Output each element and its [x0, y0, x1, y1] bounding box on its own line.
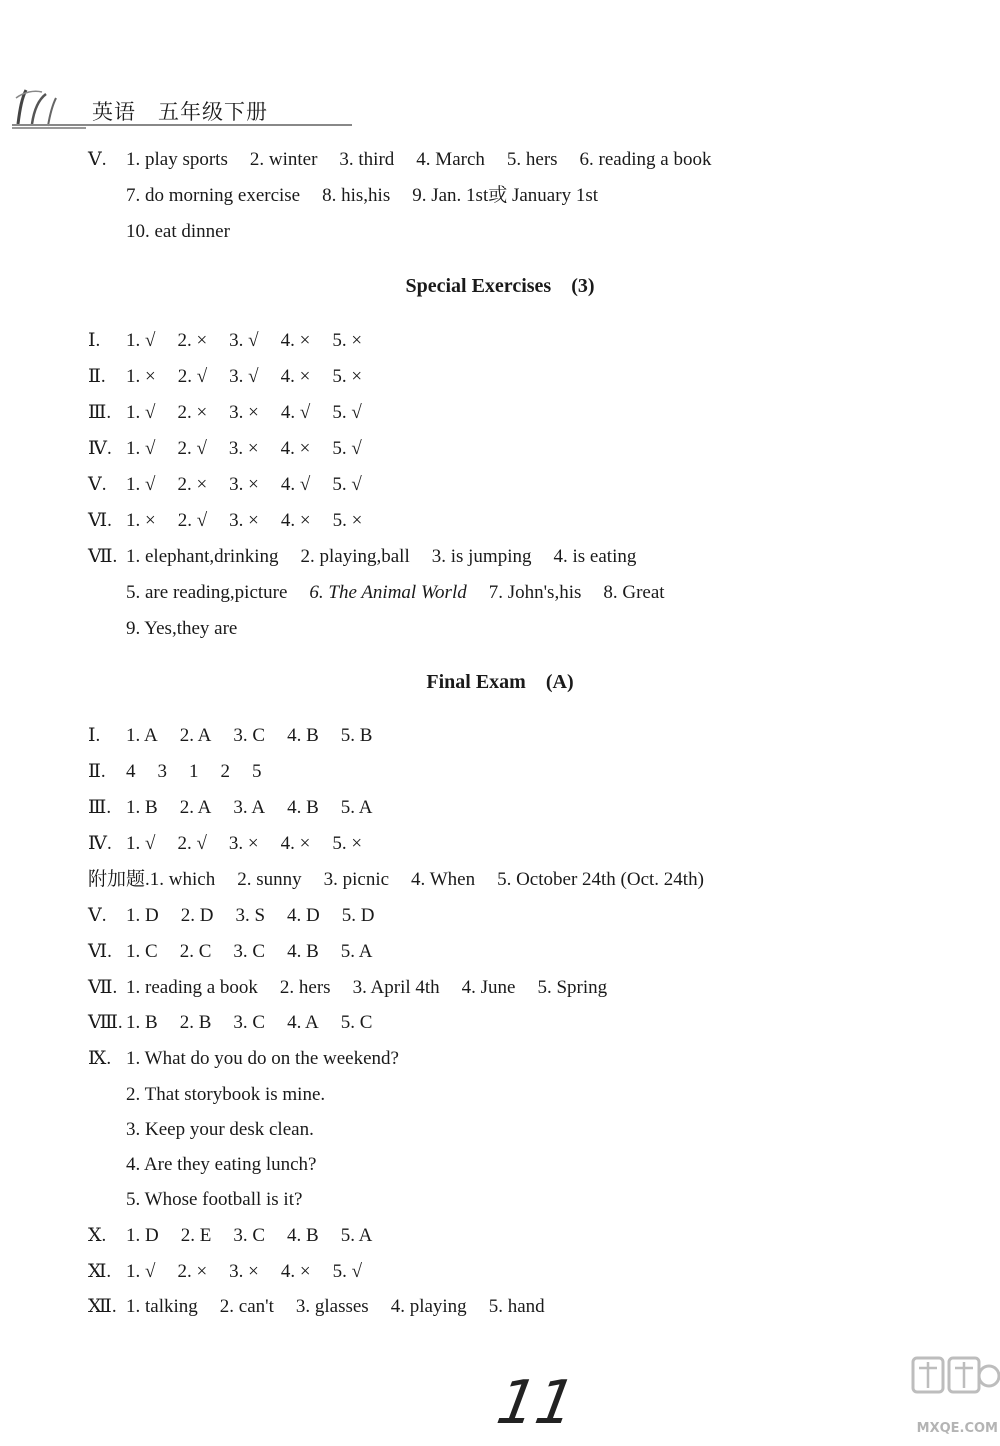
- answer-line: [88, 1260, 362, 1284]
- question-label: Ⅺ.: [88, 1261, 112, 1282]
- answer-item: 4. D: [287, 905, 320, 926]
- answer-item: 2. ×: [177, 402, 208, 423]
- answer-item: 6. reading a book: [579, 149, 712, 170]
- answer-item: 10. eat dinner: [126, 221, 230, 242]
- answer-line: [126, 1083, 325, 1107]
- answer-line: [126, 220, 230, 244]
- answer-item: 1. talking: [126, 1296, 198, 1317]
- answer-line: [88, 1224, 372, 1248]
- answer-item: 3. ×: [229, 510, 259, 531]
- answer-line: [126, 617, 237, 641]
- answer-line: [88, 148, 711, 172]
- answer-item: 5. B: [340, 725, 373, 746]
- question-label: Ⅸ.: [88, 1048, 112, 1069]
- question-label: Ⅶ.: [88, 977, 118, 998]
- answer-line: [126, 184, 598, 208]
- answer-item: 4. B: [287, 941, 319, 962]
- section-title: [0, 671, 1000, 694]
- answer-item: 3. C: [233, 1225, 266, 1246]
- answer-line: [88, 1047, 399, 1071]
- question-label: Ⅵ.: [88, 941, 112, 962]
- answer-item: 4. ×: [280, 833, 311, 854]
- answer-item: 4. ×: [280, 330, 311, 351]
- answer-item: 2. √: [177, 510, 208, 531]
- question-label: Ⅴ.: [88, 905, 107, 926]
- answer-item: 4. is eating: [553, 546, 637, 567]
- answer-item: 1. ×: [126, 366, 156, 387]
- answer-item: 3. picnic: [323, 869, 390, 890]
- answer-line: [88, 509, 362, 533]
- answer-item: 5. √: [332, 402, 362, 423]
- answer-line: [88, 329, 362, 353]
- answer-item: 2. A: [179, 725, 212, 746]
- answer-item: 5. Whose football is it?: [126, 1189, 303, 1210]
- answer-item: 1. D: [126, 1225, 159, 1246]
- answer-item: 9. Yes,they are: [126, 618, 238, 639]
- answer-item: 8. his,his: [322, 185, 391, 206]
- watermark-text: MXQE.COM: [916, 1421, 998, 1436]
- answer-line: [88, 796, 372, 820]
- answer-item: 7. John's,his: [488, 582, 582, 603]
- answer-item: 7. do morning exercise: [126, 185, 301, 206]
- answer-item: 2. ×: [177, 1261, 208, 1282]
- answer-item: 4. When: [411, 869, 476, 890]
- section-title-number: (A): [545, 671, 574, 693]
- answer-item: 5. C: [340, 1012, 373, 1033]
- answer-item: 5. ×: [332, 366, 363, 387]
- answer-item: 4. March: [416, 149, 485, 170]
- question-label: Ⅰ.: [88, 725, 101, 746]
- answer-item: 2. ×: [177, 474, 208, 495]
- section-title-number: (3): [571, 275, 595, 297]
- answer-item: 4. √: [280, 402, 311, 423]
- answer-line: [88, 1011, 372, 1035]
- answer-item: 2. B: [179, 1012, 212, 1033]
- answer-item: 2. √: [177, 438, 207, 459]
- answer-item: 5. hers: [506, 149, 558, 170]
- answer-item: 1. which: [149, 869, 216, 890]
- header-title: [92, 96, 268, 126]
- answer-item: 3. ×: [229, 1261, 259, 1282]
- answer-line: [88, 976, 607, 1000]
- question-label: 附加题.: [88, 869, 150, 890]
- answer-item: 2: [220, 761, 230, 782]
- answer-item: 1. √: [126, 833, 156, 854]
- answer-item: 4. June: [461, 977, 516, 998]
- header-rule: [12, 124, 352, 126]
- answer-item: 3. S: [235, 905, 266, 926]
- answer-line: [88, 1295, 545, 1319]
- question-label: Ⅹ.: [88, 1225, 107, 1246]
- watermark-logo: [905, 1340, 1000, 1440]
- answer-item: 4. A: [287, 1012, 319, 1033]
- answer-item: 3. ×: [229, 474, 259, 495]
- section-title-text: Special Exercises: [405, 275, 552, 297]
- question-label: Ⅲ.: [88, 402, 112, 423]
- answer-line: [88, 473, 362, 497]
- answer-item: 4. √: [280, 474, 311, 495]
- answer-item: 2. C: [179, 941, 212, 962]
- answer-item: 5. ×: [332, 330, 363, 351]
- answer-item: 1. play sports: [126, 149, 228, 170]
- answer-line: [88, 545, 636, 569]
- answer-item: 5. √: [332, 1261, 363, 1282]
- answer-item: 2. E: [180, 1225, 212, 1246]
- answer-item: 3. third: [339, 149, 395, 170]
- question-label: Ⅶ.: [88, 546, 118, 567]
- page-number: 11: [491, 1368, 581, 1438]
- answer-item: 4. Are they eating lunch?: [126, 1154, 317, 1175]
- answer-item: 5. √: [332, 438, 362, 459]
- question-label: Ⅵ.: [88, 510, 112, 531]
- answer-item: 5. D: [341, 905, 375, 926]
- question-label: Ⅷ.: [88, 1012, 123, 1033]
- answer-item: 3. ×: [229, 402, 259, 423]
- question-label: Ⅱ.: [88, 761, 106, 782]
- answer-item: 2. can't: [219, 1296, 274, 1317]
- answer-item: 3. √: [229, 366, 259, 387]
- answer-item: 2. sunny: [237, 869, 302, 890]
- question-label: Ⅻ.: [88, 1296, 117, 1317]
- answer-line: [88, 760, 262, 784]
- page-header: [0, 78, 1000, 138]
- answer-line: [88, 832, 362, 856]
- answer-item: 1: [189, 761, 199, 782]
- answer-item: 2. A: [179, 797, 212, 818]
- question-label: Ⅴ.: [88, 474, 107, 495]
- answer-item: 2. √: [177, 833, 207, 854]
- answer-line: [88, 724, 372, 748]
- answer-item: 1. A: [126, 725, 158, 746]
- answer-item: 8. Great: [603, 582, 665, 603]
- answer-item: 5. ×: [332, 510, 363, 531]
- answer-item: 4. ×: [280, 510, 311, 531]
- question-label: Ⅳ.: [88, 438, 112, 459]
- answer-item: 1. What do you do on the weekend?: [126, 1048, 399, 1069]
- answer-item: 3: [157, 761, 167, 782]
- section-title-text: Final Exam: [426, 671, 526, 693]
- answer-item: 3. √: [229, 330, 259, 351]
- answer-line: [88, 437, 362, 461]
- answer-item: 6. The Animal World: [309, 582, 467, 603]
- answer-item: 4. ×: [280, 366, 311, 387]
- question-label: Ⅴ.: [88, 149, 107, 170]
- watermark-stamp-icon: [905, 1340, 1000, 1420]
- question-label: Ⅲ.: [88, 797, 112, 818]
- answer-item: 1. ×: [126, 510, 156, 531]
- answer-item: 2. ×: [177, 330, 208, 351]
- question-label: Ⅳ.: [88, 833, 112, 854]
- answer-item: 3. April 4th: [352, 977, 440, 998]
- answer-item: 2. playing,ball: [300, 546, 410, 567]
- answer-item: 4. ×: [280, 1261, 311, 1282]
- answer-line: [88, 940, 372, 964]
- answer-item: 4. playing: [390, 1296, 467, 1317]
- answer-item: 2. winter: [249, 149, 318, 170]
- answer-item: 3. ×: [228, 438, 259, 459]
- answer-item: 5. hand: [488, 1296, 545, 1317]
- answer-item: 5. October 24th (Oct. 24th): [497, 869, 704, 890]
- answer-item: 3. Keep your desk clean.: [126, 1119, 314, 1140]
- answer-line: [126, 581, 665, 605]
- answer-item: 4: [126, 761, 136, 782]
- answer-item: 3. is jumping: [431, 546, 532, 567]
- answer-line: [88, 868, 704, 892]
- question-label: Ⅰ.: [88, 330, 101, 351]
- answer-item: 5. ×: [332, 833, 363, 854]
- answer-item: 1. C: [126, 941, 158, 962]
- answer-item: 1. D: [126, 905, 159, 926]
- answer-line: [126, 1118, 314, 1142]
- answer-item: 3. glasses: [295, 1296, 369, 1317]
- header-subject: 英语: [92, 100, 136, 124]
- answer-item: 3. C: [233, 725, 266, 746]
- answer-item: 1. √: [126, 438, 156, 459]
- answer-item: 5. √: [332, 474, 362, 495]
- answer-line: [88, 401, 362, 425]
- answer-item: 1. B: [126, 797, 158, 818]
- answer-item: 5. are reading,picture: [126, 582, 288, 603]
- answer-item: 2. hers: [279, 977, 331, 998]
- answer-item: 1. B: [126, 1012, 158, 1033]
- answer-item: 2. D: [180, 905, 214, 926]
- header-grade: 五年级下册: [158, 100, 268, 124]
- answer-item: 1. reading a book: [126, 977, 258, 998]
- answer-item: 4. B: [287, 797, 319, 818]
- section-title: [0, 275, 1000, 298]
- answer-item: 2. That storybook is mine.: [126, 1084, 326, 1105]
- answer-item: 1. √: [126, 402, 156, 423]
- question-label: Ⅱ.: [88, 366, 106, 387]
- answer-item: 5. Spring: [537, 977, 608, 998]
- answer-item: 1. √: [126, 1261, 156, 1282]
- answer-item: 1. elephant,drinking: [126, 546, 279, 567]
- answer-item: 1. √: [126, 474, 156, 495]
- answer-item: 3. C: [233, 1012, 266, 1033]
- answer-item: 5: [252, 761, 262, 782]
- answer-item: 4. ×: [280, 438, 311, 459]
- answer-item: 5. A: [340, 941, 373, 962]
- answer-item: 3. A: [233, 797, 266, 818]
- answer-line: [88, 365, 362, 389]
- answer-item: 1. √: [126, 330, 156, 351]
- answer-line: [126, 1188, 302, 1212]
- answer-line: [126, 1153, 316, 1177]
- answer-item: 5. A: [340, 797, 373, 818]
- answer-item: 4. B: [287, 1225, 319, 1246]
- answer-item: 2. √: [177, 366, 208, 387]
- answer-line: [88, 904, 375, 928]
- answer-item: 9. Jan. 1st或 January 1st: [412, 185, 598, 206]
- answer-item: 5. A: [340, 1225, 373, 1246]
- answer-item: 3. ×: [228, 833, 259, 854]
- answer-item: 3. C: [233, 941, 266, 962]
- answer-item: 4. B: [287, 725, 319, 746]
